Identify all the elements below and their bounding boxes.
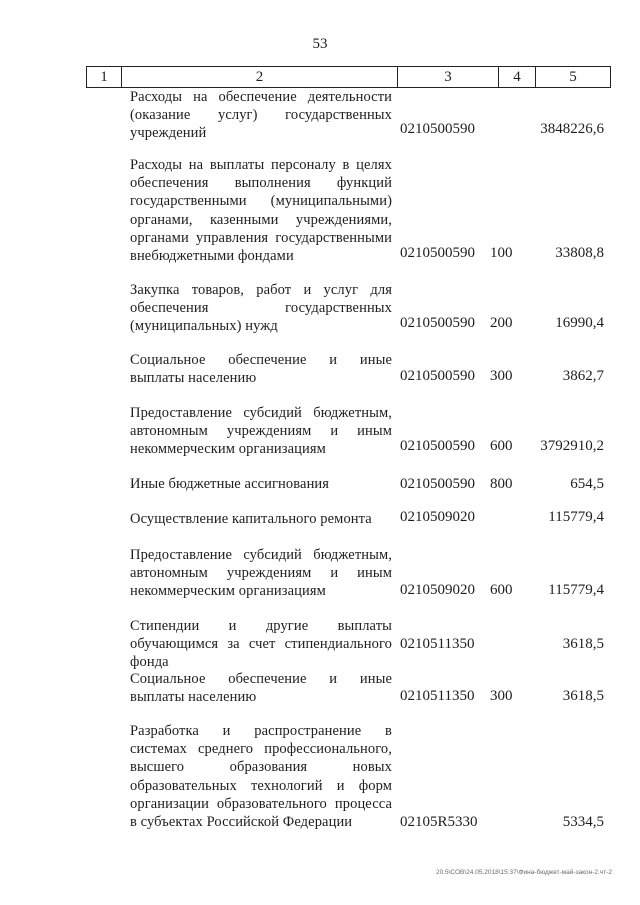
row-name: Закупка товаров, работ и услуг для обеспечения государственных (муниципальных) нужд xyxy=(130,282,392,335)
row-amount: 3848226,6 xyxy=(540,121,604,137)
row-amount: 115779,4 xyxy=(548,582,604,598)
row-code: 0210500590 xyxy=(400,121,475,137)
row-name: Предоставление субсидий бюджетным, автономным учреждениям и иным некоммерческим организациям xyxy=(130,405,392,458)
row-amount: 115779,4 xyxy=(548,509,604,525)
row-code: 02105R5330 xyxy=(400,814,478,830)
document-footer: 20.5\СОВ\24.05.2018\15:37\Фина-бюджет-май-закон-2.чт-2 xyxy=(435,869,612,876)
row-amount: 16990,4 xyxy=(555,315,604,331)
row-amount: 654,5 xyxy=(570,476,604,492)
row-name: Предоставление субсидий бюджетным, автономным учреждениям и иным некоммерческим организациям xyxy=(130,547,392,600)
row-code: 0210511350 xyxy=(400,636,475,652)
row-expense-type: 300 xyxy=(490,368,513,384)
header-col-5: 5 xyxy=(569,69,577,85)
row-name: Расходы на выплаты персоналу в целях обеспечения выполнения функций государственными (муниципальными) органами, казенными учреждениями, органами управления государственными внебюджетными фондами xyxy=(130,157,392,265)
row-name: Расходы на обеспечение деятельности (оказание услуг) государственных учреждений xyxy=(130,89,392,142)
row-code: 0210509020 xyxy=(400,582,475,598)
row-name: Социальное обеспечение и иные выплаты населению xyxy=(130,352,392,387)
row-code: 0210500590 xyxy=(400,315,475,331)
row-expense-type: 300 xyxy=(490,688,513,704)
row-expense-type: 100 xyxy=(490,245,513,261)
row-amount: 3618,5 xyxy=(562,688,604,704)
row-name: Иные бюджетные ассигнования xyxy=(130,476,330,492)
row-name: Осуществление капитального ремонта xyxy=(130,511,372,527)
row-amount: 3618,5 xyxy=(562,636,604,652)
row-code: 0210500590 xyxy=(400,438,475,454)
page-number: 53 xyxy=(312,36,328,52)
row-expense-type: 800 xyxy=(490,476,513,492)
row-amount: 5334,5 xyxy=(562,814,604,830)
row-amount: 3862,7 xyxy=(562,368,604,384)
row-expense-type: 600 xyxy=(490,582,513,598)
row-code: 0210500590 xyxy=(400,245,475,261)
row-amount: 33808,8 xyxy=(555,245,604,261)
row-code: 0210509020 xyxy=(400,509,475,525)
row-expense-type: 600 xyxy=(490,438,513,454)
row-amount: 3792910,2 xyxy=(540,438,604,454)
row-name: Социальное обеспечение и иные выплаты населению xyxy=(130,671,392,706)
row-name: Разработка и распространение в системах среднего профессионального, высшего образования новых образовательных технологий и форм организации образовательного процесса в субъектах Российской Федерации xyxy=(130,723,392,831)
row-name: Стипендии и другие выплаты обучающимся за счет стипендиального фонда xyxy=(130,618,392,671)
row-code: 0210500590 xyxy=(400,368,475,384)
table-header xyxy=(86,66,611,88)
row-code: 0210511350 xyxy=(400,688,475,704)
header-col-2: 2 xyxy=(122,67,398,87)
header-col-1: 1 xyxy=(87,67,122,87)
header-col-4: 4 xyxy=(499,67,536,87)
row-code: 0210500590 xyxy=(400,476,475,492)
header-col-3: 3 xyxy=(398,67,499,87)
row-expense-type: 200 xyxy=(490,315,513,331)
